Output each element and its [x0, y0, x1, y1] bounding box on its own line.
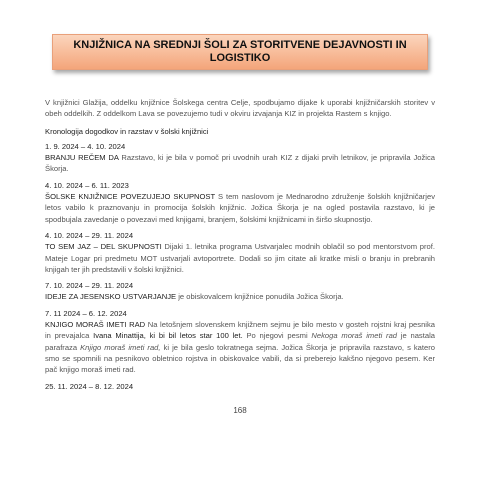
entry-highlight: Ivana Minattija, ki bi bil letos star 100 let.	[93, 331, 243, 341]
chronology-entry	[45, 141, 435, 175]
entry-body	[45, 241, 435, 275]
page-number: 168	[233, 406, 247, 415]
entry-italic: Knjigo moraš imeti rad,	[80, 342, 161, 352]
entry-text: Na letošnjem slovenskem knjižnem sejmu je bilo mesto v gosteh rojstni kraj pesnika in prevajalca	[45, 320, 435, 341]
entry-title: TO SEM JAZ – DEL SKUPNOSTI	[45, 242, 162, 252]
entry-italic: Nekoga moraš imeti rad	[311, 331, 398, 341]
entry-text: je obiskovalcem knjižnice ponudila Jožica Škorja.	[176, 292, 344, 302]
intro-paragraph: V knjižnici Glažija, oddelku knjižnice Šolskega centra Celje, spodbujamo dijake k uporabi knjižničarskih storitev v obeh oddelkih. Z oddelkom Lava se povezujemo tudi v okviru izvajanja KIZ in projekta Rastem s knjigo.	[45, 98, 435, 119]
chronology-entry	[45, 308, 435, 376]
entry-body	[45, 319, 435, 375]
entry-date: 7. 10. 2024 – 29. 11. 2024	[45, 281, 134, 291]
entry-text: Po njegovi pesmi	[242, 331, 312, 341]
entry-text: ki je bila geslo tokratnega sejma. Jožica Škorja je pripravila razstavo, s katero smo se spomnili na pesnikovo obletnico rojstva in obiskovalce vabili, da si preberejo kakšno njegovo pesem. Ker pač knjigo moraš imeti rad.	[45, 342, 435, 375]
entry-date: 4. 10. 2024 – 6. 11. 2023	[45, 180, 129, 190]
chronology-entry	[45, 230, 435, 275]
entry-date: 25. 11. 2024 – 8. 12. 2024	[45, 381, 134, 391]
document-body	[45, 97, 435, 397]
entry-body	[45, 191, 435, 225]
chronology-entry	[45, 180, 435, 225]
entry-body	[45, 291, 435, 302]
chronology-entry	[45, 381, 435, 392]
entry-date: 7. 11 2024 – 6. 12. 2024	[45, 308, 127, 318]
entry-title: KNJIGO MORAŠ IMETI RAD	[45, 320, 146, 330]
entry-text: Dijaki 1. letnika programa Ustvarjalec modnih oblačil so pod mentorstvom prof. Mateje Logar pri predmetu MOT ustvarjali avtoportrete. Dodali so jim citate ali kratke misli o branju in prebranih knjigah ter jih predstavili v šolski knjižnici.	[45, 242, 435, 274]
entry-text: Razstavo, ki je bila v pomoč pri uvodnih urah KIZ z dijaki prvih letnikov, je pripravila Jožica Škorja.	[45, 153, 435, 174]
entry-text: S tem naslovom je Mednarodno združenje šolskih knjižničarjev letos vabilo k praznovanju in promocija šolskih knjižnic. Jožica Škorja je na ogled postavila razstavo, ki je spodbujala zavedanje o povezavi med knjigami, branjem, šolskimi knjižnicami in širšo skupnostjo.	[45, 192, 435, 224]
section-heading: Kronologija dogodkov in razstav v šolski knjižnici	[45, 126, 209, 136]
page-title: KNJIŽNICA NA SREDNJI ŠOLI ZA STORITVENE DEJAVNOSTI IN LOGISTIKO	[52, 34, 428, 70]
entry-date: 4. 10. 2024 – 29. 11. 2024	[45, 230, 134, 240]
chronology-entry	[45, 280, 435, 303]
entry-title: IDEJE ZA JESENSKO USTVARJANJE	[45, 292, 177, 302]
entry-body	[45, 152, 435, 175]
entry-text: je nastala parafraza	[45, 331, 435, 352]
entry-title: BRANJU REČEM DA	[45, 153, 119, 163]
entry-title: ŠOLSKE KNJIŽNICE POVEZUJEJO SKUPNOST	[45, 192, 215, 202]
entry-date: 1. 9. 2024 – 4. 10. 2024	[45, 141, 126, 151]
